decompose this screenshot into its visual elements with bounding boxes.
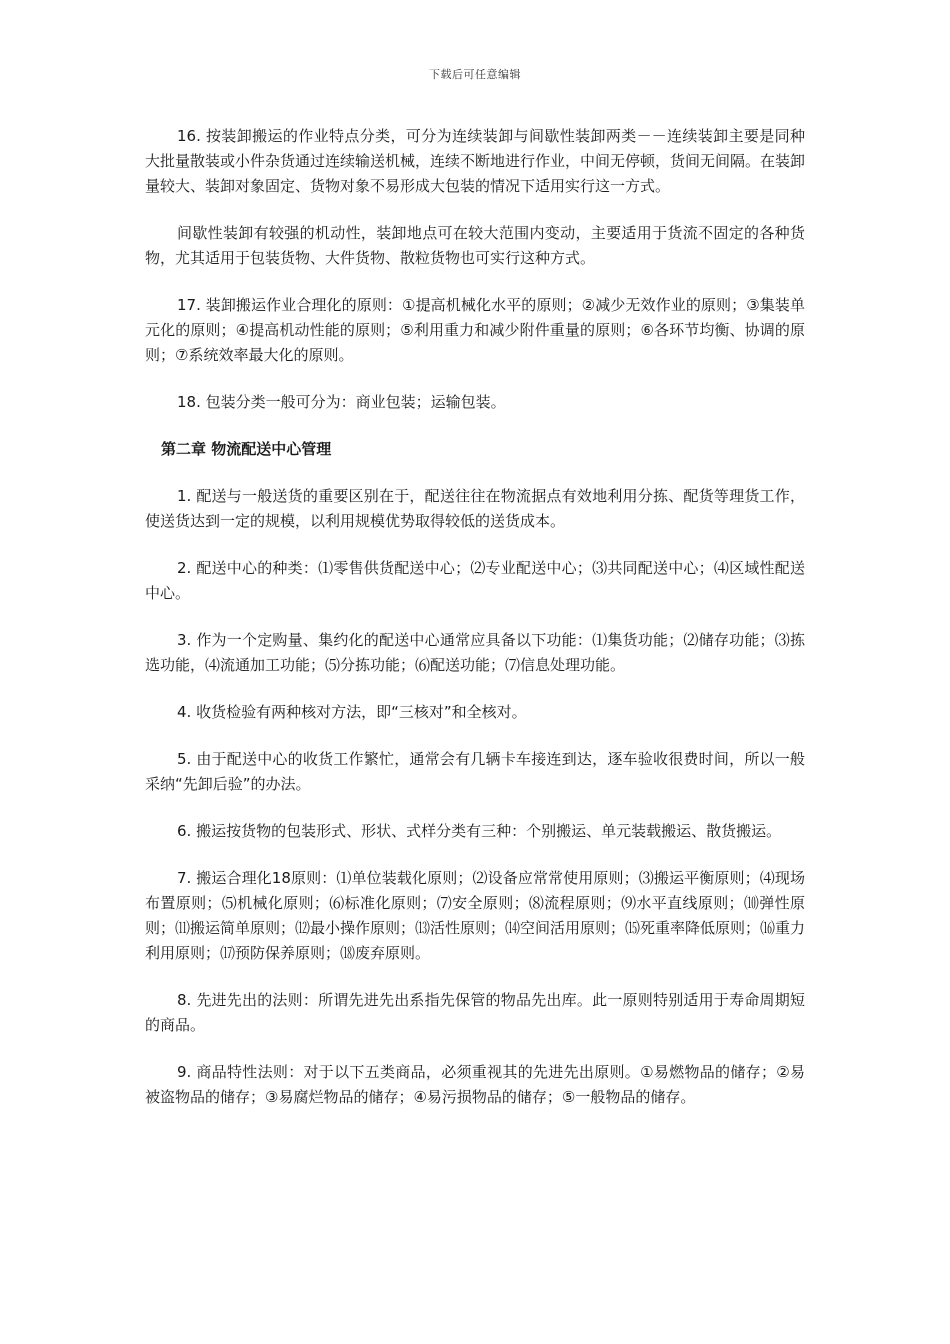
chapter-title: 第二章 物流配送中心管理 [161,440,332,458]
paragraph-text: 搬运按货物的包装形式、形状、式样分类有三种：个别搬运、单元装载搬运、散货搬运。 [196,822,782,840]
paragraph-number: 2. [177,559,192,577]
paragraph-9 [145,1060,805,1110]
paragraph-text: 由于配送中心的收货工作繁忙，通常会有几辆卡车接连到达，逐车验收很费时间，所以一般采纳“先卸后验”的办法。 [145,750,805,793]
document-body [145,124,805,1132]
paragraph-number: 16. [177,127,201,145]
paragraph-number: 7. [177,869,192,887]
paragraph-text: 配送与一般送货的重要区别在于，配送往往在物流据点有效地利用分拣、配货等理货工作，使送货达到一定的规模，以利用规模优势取得较低的送货成本。 [145,487,805,530]
paragraph-text: 间歇性装卸有较强的机动性，装卸地点可在较大范围内变动，主要适用于货流不固定的各种货物，尤其适用于包装货物、大件货物、散粒货物也可实行这种方式。 [145,224,805,267]
paragraph-4 [145,700,805,725]
paragraph-number: 1. [177,487,192,505]
paragraph-text: 收货检验有两种核对方法，即“三核对”和全核对。 [196,703,527,721]
paragraph-number: 17. [177,296,201,314]
paragraph-number: 3. [177,631,192,649]
paragraph-number: 8. [177,991,192,1009]
paragraph-8 [145,988,805,1038]
paragraph-7 [145,866,805,966]
paragraph-number: 6. [177,822,192,840]
paragraph-6 [145,819,805,844]
paragraph-2 [145,556,805,606]
header-note: 下载后可任意编辑 [429,68,521,81]
paragraph-number: 18. [177,393,201,411]
paragraph-text: 先进先出的法则：所谓先进先出系指先保管的物品先出库。此一原则特别适用于寿命周期短的商品。 [145,991,805,1034]
paragraph-number: 5. [177,750,192,768]
paragraph-text: 作为一个定购量、集约化的配送中心通常应具备以下功能：⑴集货功能；⑵储存功能；⑶拣选功能，⑷流通加工功能；⑸分拣功能；⑹配送功能；⑺信息处理功能。 [145,631,805,674]
paragraph-text: 包装分类一般可分为：商业包装；运输包装。 [205,393,506,411]
paragraph-text: 配送中心的种类：⑴零售供货配送中心；⑵专业配送中心；⑶共同配送中心；⑷区域性配送中心。 [145,559,805,602]
paragraph-5 [145,747,805,797]
paragraph-text: 装卸搬运作业合理化的原则：①提高机械化水平的原则；②减少无效作业的原则；③集装单元化的原则；④提高机动性能的原则；⑤利用重力和减少附件重量的原则；⑥各环节均衡、协调的原则；⑦系统效率最大化的原则。 [145,296,805,364]
paragraph-text: 搬运合理化18原则：⑴单位装载化原则；⑵设备应常常使用原则；⑶搬运平衡原则；⑷现场布置原则；⑸机械化原则；⑹标准化原则；⑺安全原则；⑻流程原则；⑼水平直线原则；⑽弹性原则；⑾搬运简单原则；⑿最小操作原则；⒀活性原则；⒁空间活用原则；⒂死重率降低原则；⒃重力利用原则；⒄预防保养原则；⒅废弃原则。 [145,869,806,962]
paragraph-text: 按装卸搬运的作业特点分类，可分为连续装卸与间歇性装卸两类－－连续装卸主要是同种大批量散装或小件杂货通过连续输送机械，连续不断地进行作业，中间无停顿，货间无间隔。在装卸量较大、装卸对象固定、货物对象不易形成大包装的情况下适用实行这一方式。 [145,127,806,195]
paragraph-18 [145,390,805,415]
paragraph-number: 9. [177,1063,192,1081]
paragraph-1 [145,484,805,534]
paragraph-number: 4. [177,703,192,721]
paragraph-17 [145,293,805,368]
paragraph-16-continued [145,221,805,271]
paragraph-3 [145,628,805,678]
paragraph-text: 商品特性法则：对于以下五类商品，必须重视其的先进先出原则。①易燃物品的储存；②易被盗物品的储存；③易腐烂物品的储存；④易污损物品的储存；⑤一般物品的储存。 [145,1063,805,1106]
paragraph-16 [145,124,805,199]
